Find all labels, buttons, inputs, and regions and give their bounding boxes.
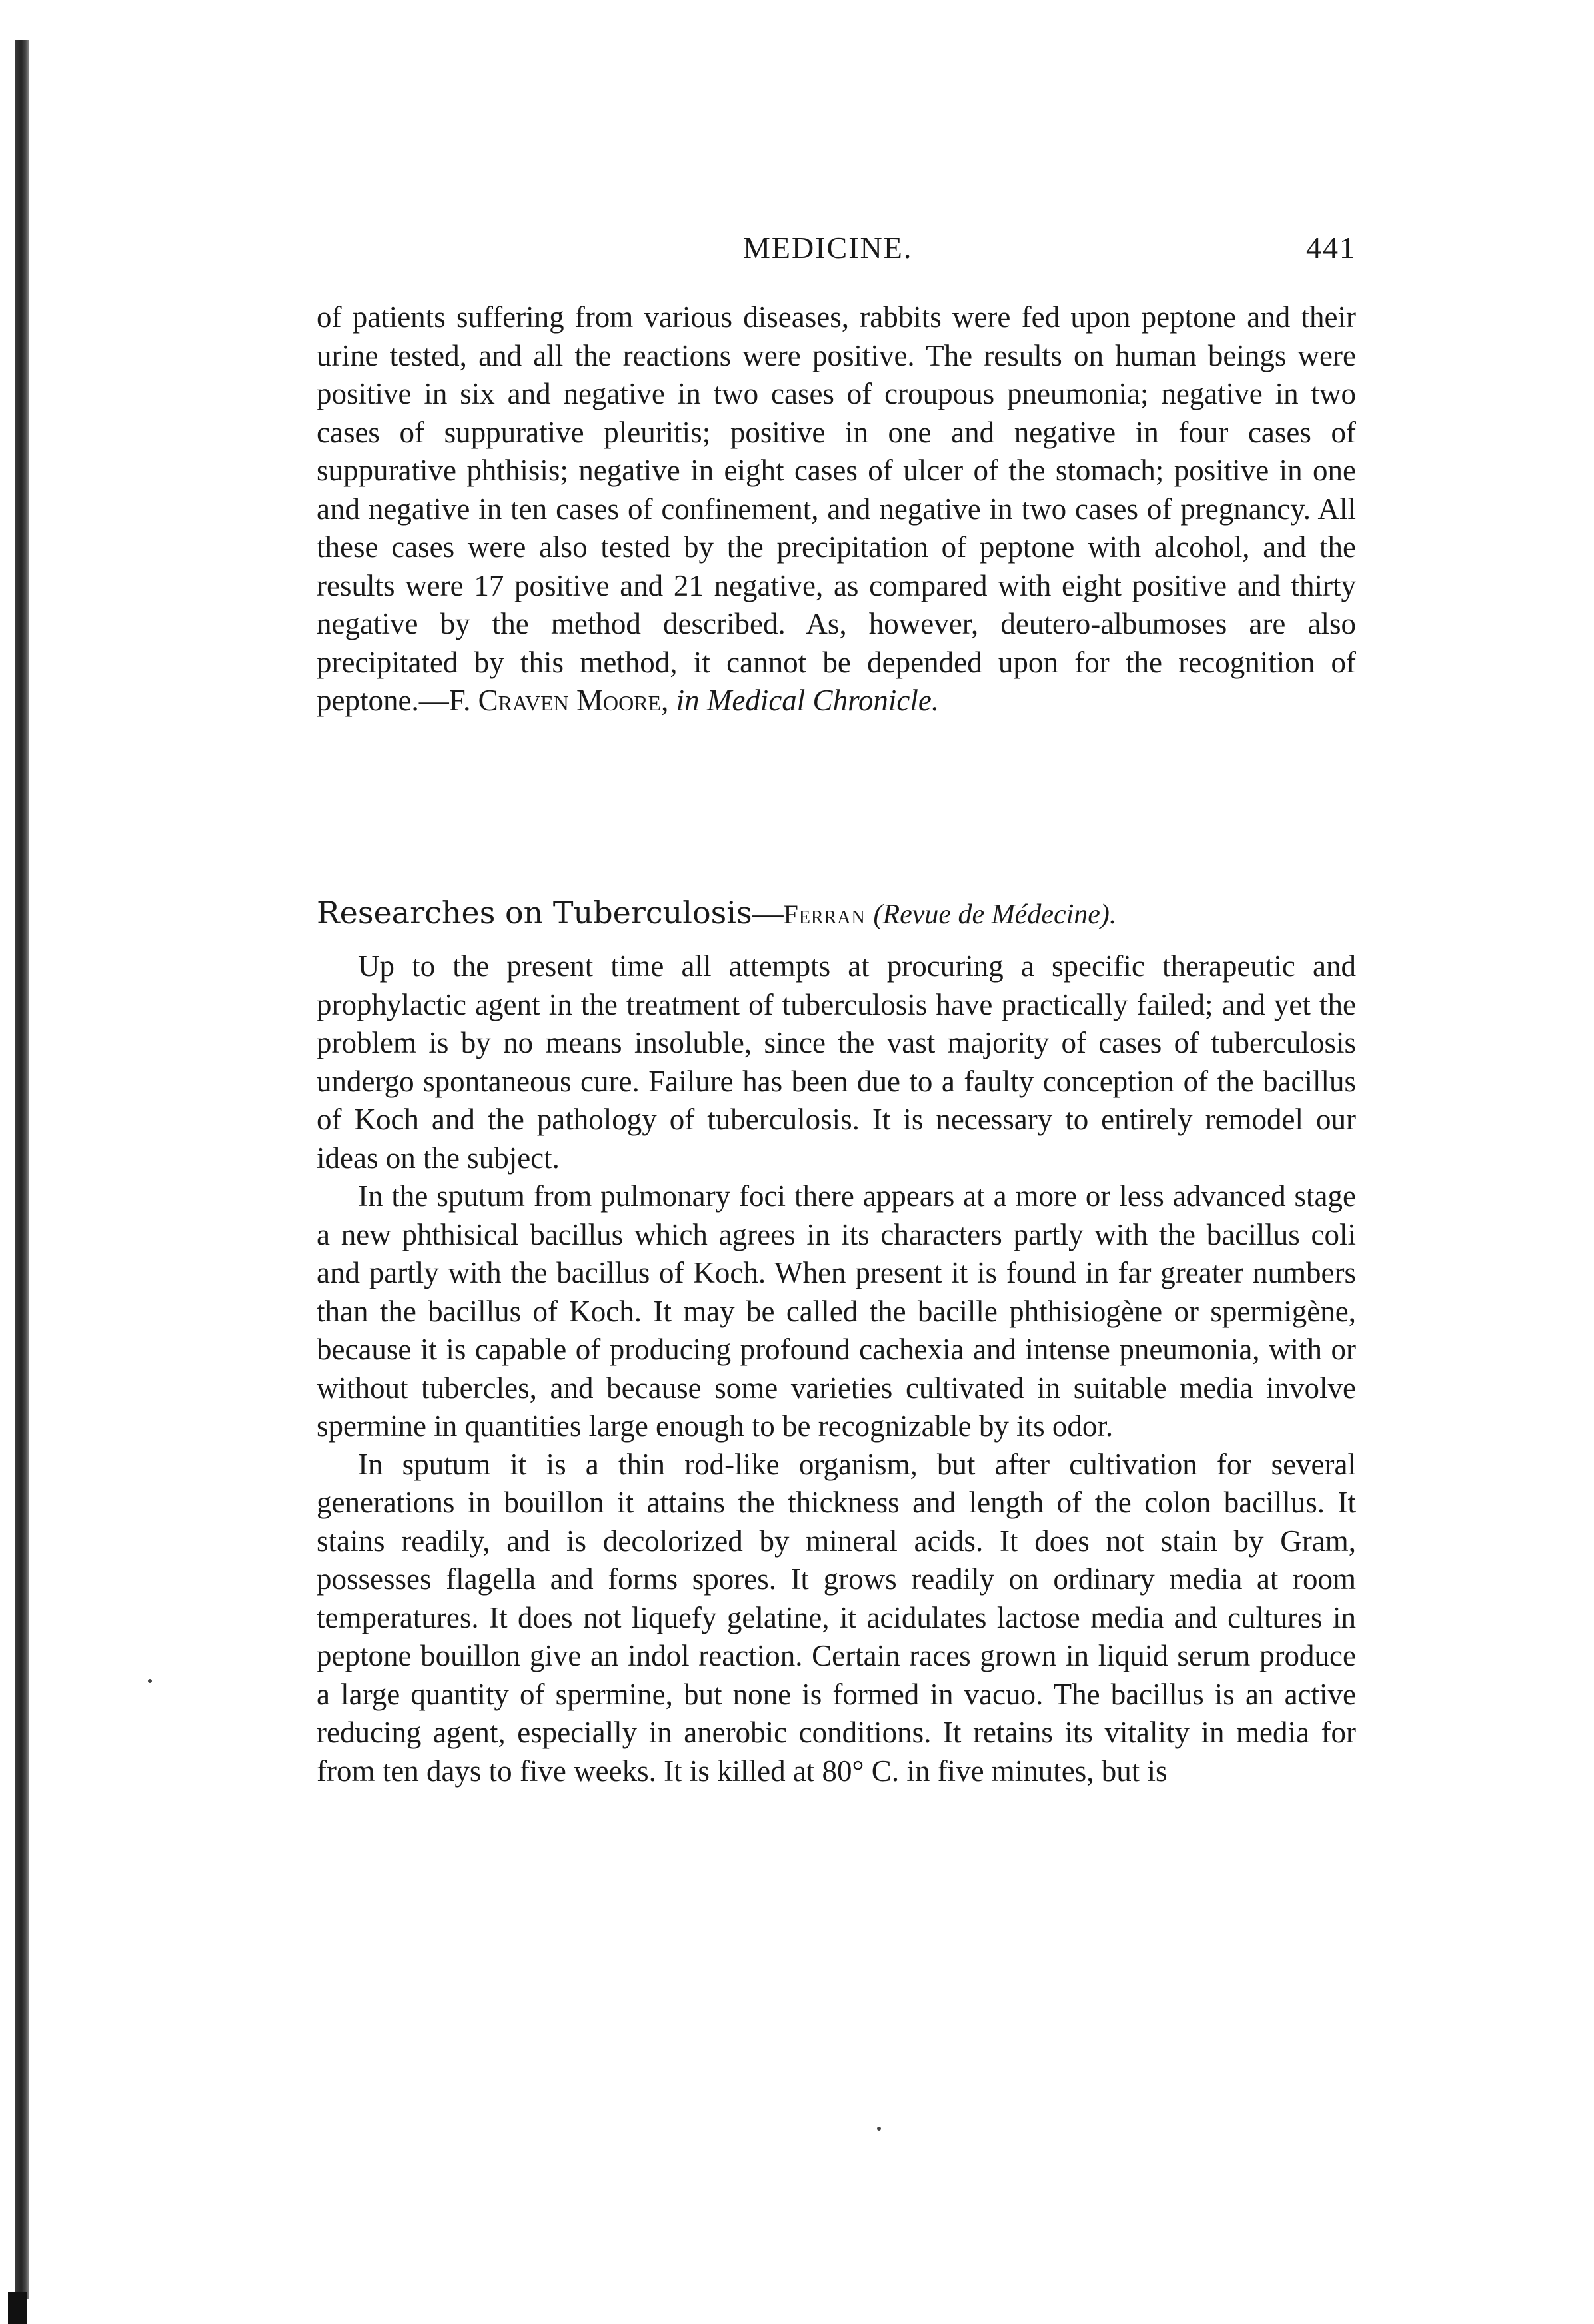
article-continuation bbox=[317, 298, 1356, 720]
article-title: Researches on Tuberculosis bbox=[317, 895, 752, 931]
article-source: (Revue de Médecine). bbox=[873, 899, 1117, 930]
ink-speck bbox=[877, 2127, 881, 2131]
attribution-dash: — bbox=[418, 684, 449, 717]
page-binding-edge bbox=[15, 40, 29, 2299]
paragraph-text: of patients suffering from various diseases, rabbits were fed upon peptone and their urine tested, and all the reactions were positive. The results on human beings were positive in six and negative in two cases of croupous pneumonia; negative in two cases of suppurative pleuritis; positive in one and negative in four cases of suppurative phthisis; negative in eight cases of ulcer of the stomach; positive in one and negative in ten cases of confinement, and negative in two cases of pregnancy. All these cases were also tested by the precipitation of peptone with alcohol, and the results were 17 positive and 21 negative, as compared with eight positive and thirty negative by the method described. As, however, deutero-albumoses are also precipitated by this method, it cannot be depended upon for the recognition of peptone. bbox=[317, 300, 1356, 717]
article-author: Ferran bbox=[783, 899, 866, 929]
attribution-author: F. Craven Moore, bbox=[448, 684, 669, 717]
running-head-title: MEDICINE. bbox=[743, 231, 913, 265]
attribution-source: in Medical Chronicle. bbox=[676, 684, 940, 717]
heading-dash: — bbox=[752, 896, 784, 931]
article-body bbox=[317, 947, 1356, 1790]
paragraph: In sputum it is a thin rod-like organism, but after cultivation for several generations in bouillon it attains the thickness and length of the colon bacillus. It stains readily, and is decolorized by mineral acids. It does not stain by Gram, possesses flagella and forms spores. It grows readily on ordinary media at room temperatures. It does not liquefy gelatine, it acidulates lactose media and cultures in peptone bouillon give an indol reaction. Certain races grown in liquid serum produce a large quantity of spermine, but none is formed in vacuo. The bacillus is an active reducing agent, especially in anerobic conditions. It retains its vitality in media for from ten days to five weeks. It is killed at 80° C. in five minutes, but is bbox=[317, 1447, 1356, 1788]
page-binding-edge-tail bbox=[8, 2292, 27, 2324]
paragraph bbox=[317, 298, 1356, 720]
paragraph: In the sputum from pulmonary foci there appears at a more or less advanced stage a new phthisical bacillus which agrees in its characters partly with the bacillus coli and partly with the bacillus of Koch. When present it is found in far greater numbers than the bacillus of Koch. It may be called the bacille phthisiogène or spermigène, because it is capable of producing profound cachexia and intense pneumonia, with or without tubercles, and because some varieties cultivated in suitable media involve spermine in quantities large enough to be recognizable by its odor. bbox=[317, 1179, 1356, 1443]
running-head bbox=[317, 230, 1356, 277]
page-number: 441 bbox=[1306, 231, 1356, 265]
ink-speck bbox=[148, 1679, 152, 1683]
paragraph: Up to the present time all attempts at procuring a specific therapeutic and prophylactic agent in the treatment of tuberculosis have practically failed; and yet the problem is by no means insoluble, since the vast majority of cases of tuberculosis undergo spontaneous cure. Failure has been due to a faulty conception of the bacillus of Koch and the pathology of tuberculosis. It is necessary to entirely remodel our ideas on the subject. bbox=[317, 949, 1356, 1175]
article-heading bbox=[317, 893, 1356, 935]
